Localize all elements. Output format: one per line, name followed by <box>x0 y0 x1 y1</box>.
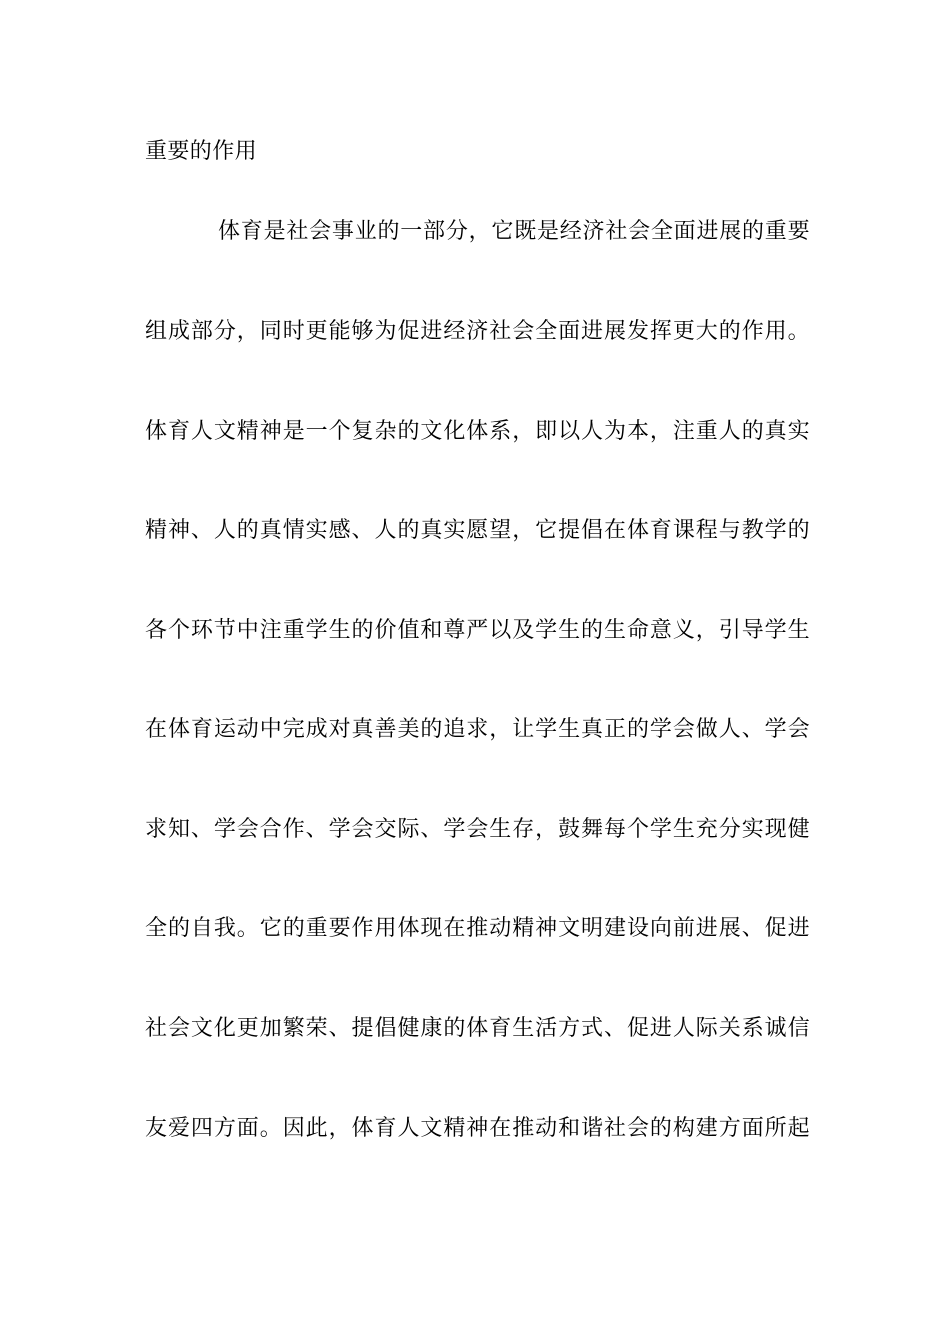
paragraph-line: 求知、学会合作、学会交际、学会生存，鼓舞每个学生充分实现健 <box>145 817 810 842</box>
section-heading: 重要的作用 <box>145 139 258 164</box>
paragraph-line: 组成部分，同时更能够为促进经济社会全面进展发挥更大的作用。 <box>145 319 810 344</box>
paragraph-line: 全的自我。它的重要作用体现在推动精神文明建设向前进展、促进 <box>145 916 810 941</box>
paragraph-line: 精神、人的真情实感、人的真实愿望，它提倡在体育课程与教学的 <box>145 518 810 543</box>
paragraph-line: 友爱四方面。因此，体育人文精神在推动和谐社会的构建方面所起 <box>145 1116 810 1141</box>
paragraph-line: 在体育运动中完成对真善美的追求，让学生真正的学会做人、学会 <box>145 717 810 742</box>
paragraph-line: 社会文化更加繁荣、提倡健康的体育生活方式、促进人际关系诚信 <box>145 1016 810 1041</box>
paragraph-line: 体育人文精神是一个复杂的文化体系，即以人为本，注重人的真实 <box>145 419 810 444</box>
paragraph-line: 体育是社会事业的一部分，它既是经济社会全面进展的重要 <box>218 219 810 244</box>
paragraph-line: 各个环节中注重学生的价值和尊严以及学生的生命意义，引导学生 <box>145 618 810 643</box>
